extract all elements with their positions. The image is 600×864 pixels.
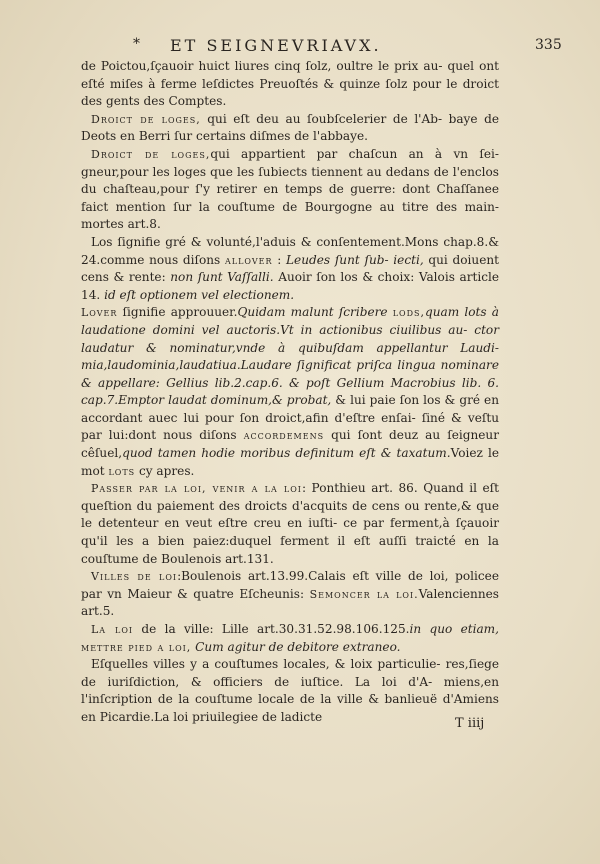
text-run: Voiez le mot [81, 446, 499, 478]
small-caps-term: La loi [91, 623, 134, 636]
text-run: :Boulenois art.13.99.Calais eſt ville de loi, policee par vn Maieur & quatre Eſcheunis: [81, 569, 499, 601]
page-header [0, 36, 600, 58]
small-caps-term: Passer par la loi, venir a la loi [91, 482, 302, 496]
text-run: Valenciennes art.5. [81, 586, 499, 619]
paragraph [81, 58, 499, 111]
latin-quote: non ſunt Vaſſalli. [170, 270, 274, 285]
text-run: : Ponthieu art. 86. Quand il eſt queſtion du paiement des droicts d'acquits de cens ou rente,& que le detenteur en veut eſtre creu en iuſti- ce par ferment,à ſçauoir qu'il les a bien paiez:duquel ferment il eſt auſſi traicté en la couſtume de Boulenois art.131. [81, 481, 499, 566]
paragraph [81, 480, 499, 568]
text-run: de la ville: Lille art.30.31.52.98.106.125. [133, 622, 410, 636]
latin-quote: Quidam malunt ſcribere [237, 305, 393, 320]
latin-quote: Cum agitur de debitore extraneo. [195, 639, 401, 654]
header-ornament: * [133, 36, 140, 52]
latin-quote: quod tamen hodie moribus definitum eſt & taxatum. [122, 446, 451, 461]
text-run: Los ſignifie gré & volunté,l'aduis & conſentement.Mons chap.8.& 24.comme nous diſons [81, 234, 499, 267]
text-run: qui eſt deu au ſoubſcelerier de l'Ab- baye de Deots en Berri ſur certains diſmes de l'abbaye. [81, 111, 499, 144]
text-run: cy apres. [135, 463, 195, 478]
text-run: Eſquelles villes y a couſtumes locales, & loix particulie- res,ſiege de iuriſdiction, & officiers de iuſtice. La loi d'A- miens,en l'inſcription de la couſtume locale de la ville & banlieuë d'Amiens en Picardie.La loi priuilegiee de ladicte [81, 657, 499, 724]
paragraph [81, 234, 499, 304]
text-run: qui appartient par chaſcun an à vn ſei- gneur,pour les loges que les ſubiects tiennent au dedans de l'enclos du chaſteau,pour ſ'y retirer en temps de guerre: dont Chaſſanee faict mention ſur la couſtume de Bourgogne au titre des main-mortes art.8. [81, 146, 499, 232]
page-body [81, 58, 499, 727]
text-run: qui ſont deuz au ſeigneur cêſuel, [81, 428, 499, 461]
text-run: & lui paie ſon los & gré en accordant auec lui pour ſon droict,afin d'eſtre enſai- ſiné & veſtu par lui:dont nous diſons [81, 393, 499, 443]
small-caps-term: lods, [392, 306, 425, 320]
latin-quote: Leudes ſunt ſub- iecti, [286, 252, 424, 267]
text-run: Auoir ſon los & choix: Valois article 14. [81, 270, 499, 302]
signature-mark: T iiij [455, 716, 485, 731]
running-title: ET SEIGNEVRIAVX. [170, 36, 382, 55]
small-caps-term: Lover [81, 306, 118, 320]
small-caps-term: accordemens [243, 429, 325, 443]
small-caps-term: Semoncer la loi. [309, 587, 419, 601]
small-caps-term: lots [108, 464, 136, 478]
small-caps-term: Droict de loges, [91, 112, 201, 126]
small-caps-term: allover [225, 253, 273, 267]
paragraph [81, 111, 499, 146]
small-caps-term: Droict de loges, [91, 147, 211, 161]
text-run: ſignifie approuuer. [117, 305, 238, 320]
text-run: de Poictou,ſçauoir huict liures cinq ſolz, oultre le prix au- quel ont eſté miſes à ferme leſdictes Preuoſtés & quinze ſolz pour le droict des gents des Comptes. [81, 59, 499, 109]
paragraph [81, 568, 499, 621]
latin-quote: in quo etiam, [409, 622, 499, 636]
paragraph [81, 304, 499, 480]
text-run: qui doiuent cens & rente: [81, 252, 500, 285]
latin-quote: id eſt optionem vel electionem. [104, 287, 295, 302]
small-caps-term: mettre pied a loi, [81, 640, 192, 654]
page-number: 335 [535, 37, 562, 53]
latin-quote: quam lots à laudatione domini vel auctoris.Vt in actionibus ciuilibus au- ctor laudatur & nominatur,vnde à quibuſdam appellantur Laudi- mia,laudominia,laudatiua.Laudare ſignificat priſca lingua nominare & appellare: Gellius lib.2.cap.6. & poſt Gellium Macrobius lib. 6. cap.7.Emptor laudat dominum,& probat, [81, 305, 499, 408]
page-footer [0, 716, 600, 736]
paragraph [81, 146, 499, 234]
paragraph [81, 621, 499, 656]
text-run: : [272, 252, 287, 267]
small-caps-term: Villes de loi [91, 570, 178, 584]
